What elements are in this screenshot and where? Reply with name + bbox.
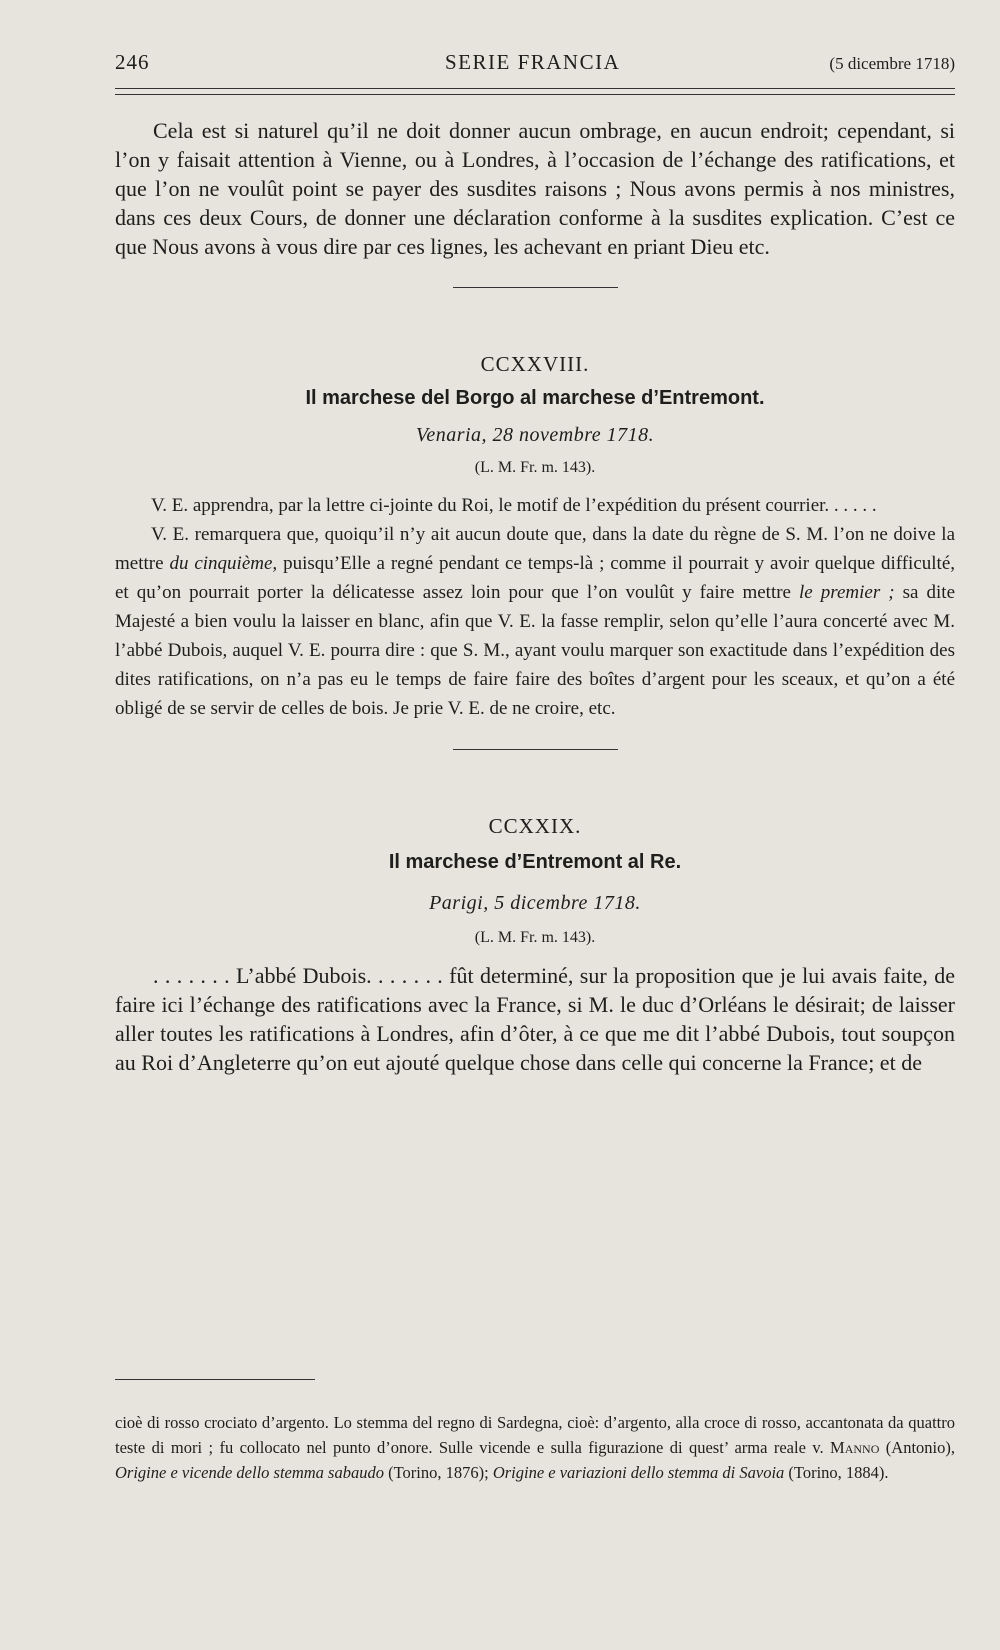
section-separator — [453, 287, 618, 288]
document-source: (L. M. Fr. m. 143). — [474, 929, 596, 946]
footnote-author: Manno — [830, 1438, 880, 1457]
document-number: CCXXVIII. — [480, 352, 590, 376]
page-header — [115, 48, 955, 78]
section-separator — [453, 749, 618, 750]
footnote-text: (Torino, 1884). — [784, 1463, 889, 1482]
opening-paragraph: Cela est si naturel qu’il ne doit donner aucun ombrage, en aucun endroit; cependant, si l’on y faisait attention à Vienne, ou à Londres, à l’occasion de l’échange des ratifications, et que l’on ne voulût point se payer des susdites raisons ; Nous avons permis à nos ministres, dans ces deux Cours, de donner une déclaration conforme à la susdites explication. C’est ce que Nous avons à vous dire par ces lignes, les achevant en priant Dieu etc. — [115, 118, 955, 259]
letter-paragraph — [115, 520, 955, 723]
header-double-rule — [115, 88, 955, 95]
letter-text: V. E. remarquera que, quoiqu’il n’y ait aucun doute que, dans la date du règne de S. M. l’on ne doive la mettre — [115, 524, 955, 574]
page-content — [115, 116, 955, 1077]
letter-paragraph: . . . . . . . L’abbé Dubois. . . . . . . fût determiné, sur la proposition que je lui avais faite, de faire ici l’échange des ratifications avec la France, si M. le duc d’Orléans le désirait; de laisser aller toutes les ratifications à Londres, afin d’ôter, à ce que me dit l’abbé Dubois, tout soupçon au Roi d’Angleterre qu’on eut ajouté quelque chose dans celle qui concerne la France; et de — [115, 963, 955, 1075]
footnote-book-title: Origine e variazioni dello stemma di Savoia — [492, 1463, 785, 1482]
document-title: Il marchese d’Entremont al Re. — [388, 851, 682, 873]
letter-emphasis: le premier ; — [799, 582, 895, 603]
letter-emphasis: du cinquième, — [169, 553, 278, 574]
footnote-text: (Antonio), — [879, 1438, 955, 1457]
footnote-book-title: Origine e vicende dello stemma sabaudo — [115, 1463, 384, 1482]
letter-paragraph: V. E. apprendra, par la lettre ci-jointe du Roi, le motif de l’expédition du présent courrier. . . . . . — [151, 495, 877, 516]
header-date: (5 dicembre 1718) — [829, 54, 955, 73]
page-number: 246 — [115, 50, 150, 74]
letter-text: puisqu’Elle a regné pendant ce temps-là ; comme il pourrait y avoir quelque difficulté, et qu’on pourrait porter la délicatesse assez loin pour que l’on voulût y faire mettre — [115, 553, 956, 603]
document-title: Il marchese del Borgo al marchese d’Entremont. — [305, 387, 765, 409]
document-number: CCXXIX. — [488, 814, 582, 838]
document-place-date: Parigi, 5 dicembre 1718. — [429, 892, 641, 914]
document-place-date: Venaria, 28 novembre 1718. — [415, 424, 655, 446]
running-title: SERIE FRANCIA — [445, 50, 621, 74]
letter-text: sa dite Majesté a bien voulu la laisser en blanc, afin que V. E. la fasse remplir, selon qu’elle l’aura concerté avec M. l’abbé Dubois, auquel V. E. pourra dire : que S. M., ayant voulu marquer son exactitude dans l’expédition des dites ratifications, on n’a pas eu le temps de faire faire des boîtes d’argent pour les sceaux, et qu’on a été obligé de se servir de celles de bois. Je prie V. E. de ne croire, etc. — [115, 582, 956, 719]
footnote-text: cioè di rosso crociato d’argento. Lo stemma del regno di Sardegna, cioè: d’argento, alla croce di rosso, accantonata da quattro teste di mori ; fu collocato nel punto d’onore. Sulle vicende e sulla figurazione di quest’ arma reale v. — [115, 1413, 955, 1457]
footnote-text: (Torino, 1876); — [383, 1463, 493, 1482]
footnote — [115, 1410, 955, 1485]
footnote-rule — [115, 1379, 315, 1380]
document-source: (L. M. Fr. m. 143). — [474, 459, 596, 476]
